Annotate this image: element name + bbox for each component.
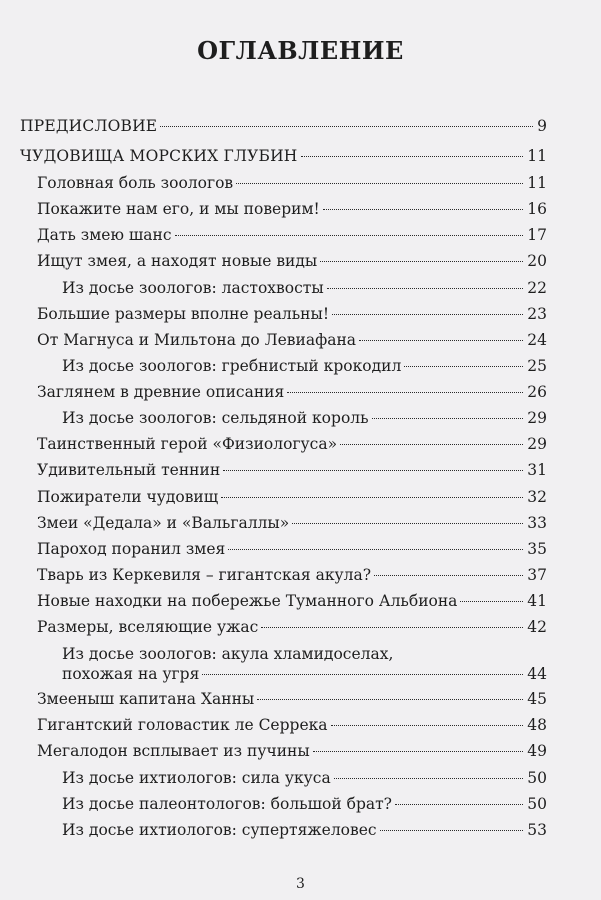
toc-entry-title: Тварь из Керкевиля – гигантская акула?	[37, 566, 372, 584]
toc-entry	[37, 330, 547, 350]
toc-entry	[37, 225, 547, 245]
toc-entry-page: 11	[527, 174, 547, 192]
toc-entry-page: 24	[527, 331, 547, 349]
toc-entry-title: Змееныш капитана Ханны	[37, 690, 255, 708]
toc-entry-page: 44	[527, 665, 547, 683]
toc-entry	[37, 689, 547, 709]
dot-leader	[257, 699, 523, 700]
toc-entry	[37, 565, 547, 585]
dot-leader	[292, 523, 523, 524]
toc-entry-dossier	[62, 408, 547, 428]
toc-entry-title: ЧУДОВИЩА МОРСКИХ ГЛУБИН	[20, 147, 298, 165]
dot-leader	[320, 261, 523, 262]
toc-entry-page: 26	[527, 383, 547, 401]
dot-leader	[175, 235, 524, 236]
toc-entry-title: Из досье ихтиологов: супертяжеловес	[62, 821, 377, 839]
toc-entry	[37, 251, 547, 271]
toc-entry-title: Ищут змея, а находят новые виды	[37, 252, 318, 270]
toc-entry-title: Пароход поранил змея	[37, 540, 226, 558]
toc-entry-title: Мегалодон всплывает из пучины	[37, 742, 310, 760]
toc-entry-title: Из досье зоологов: гребнистый крокодил	[62, 357, 402, 375]
toc-entry-title: Гигантский головастик ле Серрека	[37, 716, 328, 734]
toc-entry-page: 29	[527, 409, 547, 427]
dot-leader	[372, 418, 524, 419]
dot-leader	[228, 549, 523, 550]
toc-entry-page: 29	[527, 435, 547, 453]
toc-entry-page: 32	[527, 488, 547, 506]
toc-entry-title: Таинственный герой «Физиологуса»	[37, 435, 338, 453]
dot-leader	[331, 725, 524, 726]
toc-entry-page: 20	[527, 252, 547, 270]
toc-entry	[37, 591, 547, 611]
toc-entry-title: Змеи «Дедала» и «Вальгаллы»	[37, 514, 290, 532]
toc-entry-page: 48	[527, 716, 547, 734]
toc-entry-title: Из досье зоологов: сельдяной король	[62, 409, 369, 427]
toc-entry-dossier	[62, 820, 547, 840]
toc-entry-title: Покажите нам его, и мы поверим!	[37, 200, 320, 218]
toc-entry-page: 50	[527, 795, 547, 813]
toc-entry-page: 42	[527, 618, 547, 636]
toc-entry	[37, 460, 547, 480]
toc-entry-page: 49	[527, 742, 547, 760]
toc-entry-page: 31	[527, 461, 547, 479]
toc-entry-title: Новые находки на побережье Туманного Альбиона	[37, 592, 458, 610]
dot-leader	[323, 209, 524, 210]
toc-entry-page: 16	[527, 200, 547, 218]
toc-entry-title: Пожиратели чудовищ	[37, 488, 219, 506]
toc-entry-page: 45	[527, 690, 547, 708]
dot-leader	[327, 288, 524, 289]
dot-leader	[404, 366, 523, 367]
dot-leader	[374, 575, 523, 576]
toc-entry	[37, 715, 547, 735]
toc-entry	[37, 173, 547, 193]
toc-entry	[37, 199, 547, 219]
toc-entry-page: 17	[527, 226, 547, 244]
dot-leader	[221, 497, 523, 498]
dot-leader	[287, 392, 523, 393]
toc-entry-page: 11	[527, 147, 547, 165]
toc-entry-chapter	[20, 146, 547, 166]
toc-entry-title: Из досье ихтиологов: сила укуса	[62, 769, 331, 787]
toc-entry	[37, 539, 547, 559]
page-title: ОГЛАВЛЕНИЕ	[197, 36, 404, 65]
toc-entry-page: 22	[527, 279, 547, 297]
dot-leader	[301, 156, 524, 157]
dot-leader	[160, 126, 533, 127]
dot-leader	[395, 804, 523, 805]
dot-leader	[460, 601, 523, 602]
toc-entry	[37, 741, 547, 761]
toc-entry-page: 25	[527, 357, 547, 375]
toc-entry	[37, 617, 547, 637]
toc-entry-title: Из досье зоологов: ластохвосты	[62, 279, 324, 297]
toc-entry-page: 53	[527, 821, 547, 839]
toc-entry-title: Удивительный теннин	[37, 461, 221, 479]
dot-leader	[313, 751, 524, 752]
toc-entry-preface	[20, 116, 547, 136]
toc-entry	[37, 487, 547, 507]
dot-leader	[340, 444, 523, 445]
toc-entry-dossier	[62, 644, 547, 684]
dot-leader	[334, 778, 524, 779]
toc-entry-title: Большие размеры вполне реальны!	[37, 305, 330, 323]
toc-entry	[37, 434, 547, 454]
toc-entry-title-continued: похожая на угря	[62, 665, 200, 683]
toc-entry-title: Размеры, вселяющие ужас	[37, 618, 259, 636]
dot-leader	[261, 627, 523, 628]
dot-leader	[236, 183, 523, 184]
toc-entry-page: 23	[527, 305, 547, 323]
dot-leader	[202, 674, 523, 675]
toc-entry-dossier	[62, 356, 547, 376]
toc-entry-title: Заглянем в древние описания	[37, 383, 285, 401]
toc-entry-dossier	[62, 768, 547, 788]
dot-leader	[380, 830, 524, 831]
toc-entry	[37, 513, 547, 533]
toc-entry-page: 41	[527, 592, 547, 610]
dot-leader	[359, 340, 523, 341]
dot-leader	[223, 470, 523, 471]
toc-entry-title: Из досье зоологов: акула хламидоселах,	[62, 645, 394, 663]
dot-leader	[332, 314, 523, 315]
toc-entry-page: 9	[537, 117, 547, 135]
toc-entry	[37, 382, 547, 402]
toc-entry-page: 50	[527, 769, 547, 787]
toc-entry-dossier	[62, 794, 547, 814]
toc-entry-title: Дать змею шанс	[37, 226, 172, 244]
page-number: 3	[296, 876, 305, 892]
toc-entry-page: 35	[527, 540, 547, 558]
toc-entry-title: ПРЕДИСЛОВИЕ	[20, 117, 158, 135]
toc-entry	[37, 304, 547, 324]
toc-entry-title: Головная боль зоологов	[37, 174, 234, 192]
toc-entry-page: 37	[527, 566, 547, 584]
toc-entry-title: Из досье палеонтологов: большой брат?	[62, 795, 392, 813]
toc-entry-dossier	[62, 278, 547, 298]
toc-entry-page: 33	[527, 514, 547, 532]
toc-entry-title: От Магнуса и Мильтона до Левиафана	[37, 331, 357, 349]
